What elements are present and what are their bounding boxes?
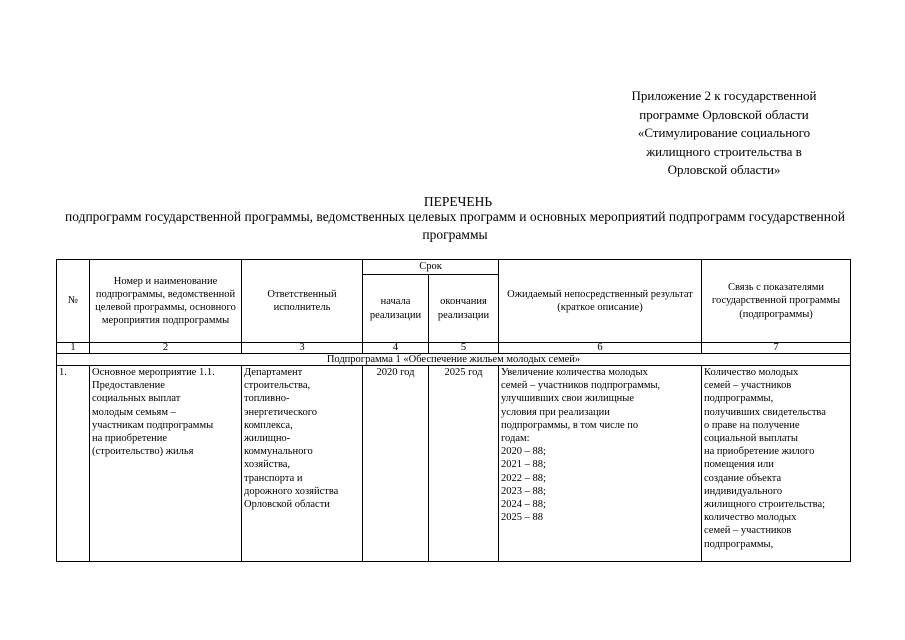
- row-executor: Департамент строительства, топливно- энергетического комплекса, жилищно- коммунального хозяйства, транспорта и дорожного хозяйства Орловской области: [242, 366, 363, 562]
- document-title: ПЕРЕЧЕНЬ: [423, 194, 493, 209]
- column-number: 2: [90, 343, 242, 354]
- column-number: 1: [57, 343, 90, 354]
- row-number: 1.: [57, 366, 90, 562]
- annex-line: программе Орловской области: [639, 106, 809, 122]
- header-executor: Ответственный исполнитель: [242, 260, 363, 343]
- header-result: Ожидаемый непосредственный результат (краткое описание): [499, 260, 702, 343]
- column-number: 6: [499, 343, 702, 354]
- header-term: Срок: [363, 260, 499, 275]
- row-link: Количество молодых семей – участников подпрограммы, получивших свидетельства о праве на получение социальной выплаты на приобретение жилого помещения или создание объекта индивидуального жилищного строительства; количество молодых семей – участников подпрограммы,: [702, 366, 851, 562]
- header-end: окончания реализации: [429, 275, 499, 343]
- column-number: 5: [429, 343, 499, 354]
- column-number: 4: [363, 343, 429, 354]
- header-name: Номер и наименование подпрограммы, ведомственной целевой программы, основного мероприятия подпрограммы: [90, 260, 242, 343]
- programs-table: [56, 259, 851, 562]
- section-title: Подпрограмма 1 «Обеспечение жильем молодых семей»: [57, 354, 851, 366]
- column-number: 3: [242, 343, 363, 354]
- annex-line: жилищного строительства в: [646, 143, 802, 159]
- annex-line: Орловской области»: [667, 162, 781, 177]
- header-start: начала реализации: [363, 275, 429, 343]
- table-row: [57, 366, 851, 562]
- header-no: №: [57, 260, 90, 343]
- column-number: 7: [702, 343, 851, 354]
- document-subtitle: подпрограмм государственной программы, ведомственных целевых программ и основных мероприятий подпрограмм государственной программы: [65, 209, 845, 242]
- annex-note: [604, 87, 844, 180]
- header-link: Связь с показателями государственной программы (подпрограммы): [702, 260, 851, 343]
- annex-line: «Стимулирование социального: [637, 125, 811, 140]
- row-name: Основное мероприятие 1.1. Предоставление социальных выплат молодым семьям – участникам подпрограммы на приобретение (строительство) жилья: [90, 366, 242, 562]
- row-end: 2025 год: [429, 366, 499, 562]
- annex-line: Приложение 2 к государственной: [631, 88, 817, 103]
- row-result: Увеличение количества молодых семей – участников подпрограммы, улучшивших свои жилищные условия при реализации подпрограммы, в том числе по годам: 2020 – 88; 2021 – 88; 2022 – 88; 2023 – 88; 2024 – 88; 2025 – 88: [499, 366, 702, 562]
- row-start: 2020 год: [363, 366, 429, 562]
